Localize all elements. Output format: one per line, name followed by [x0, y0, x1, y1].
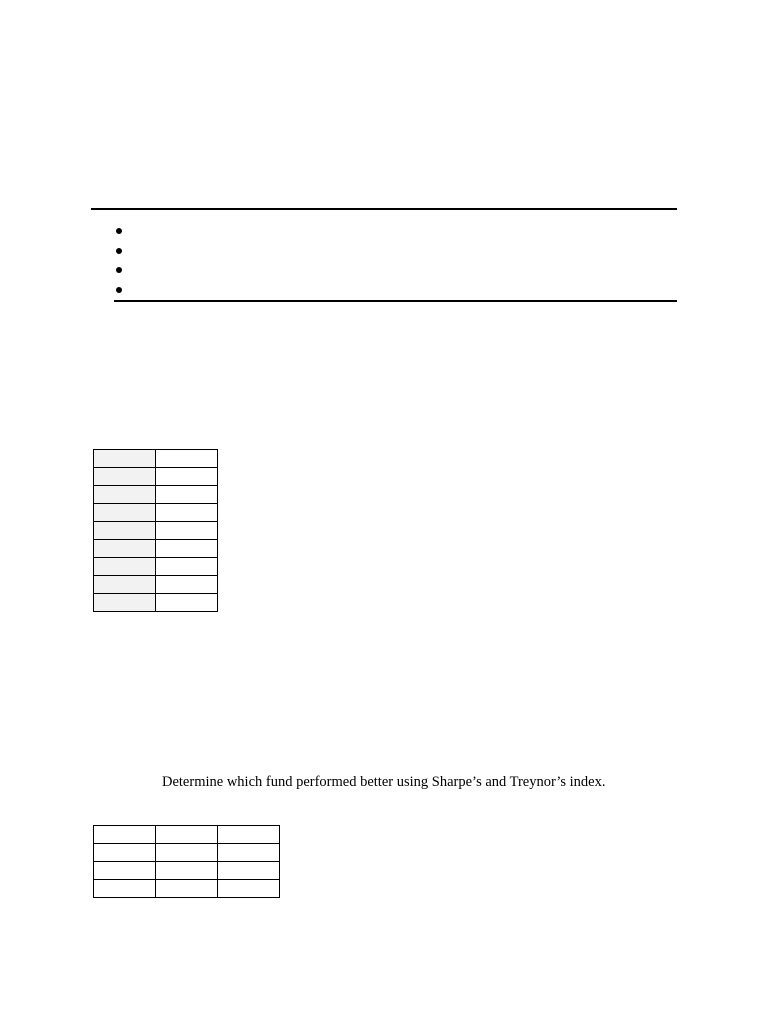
table-cell [94, 504, 156, 522]
bullet-icon [116, 287, 122, 293]
table-row [94, 504, 218, 522]
bullet-icon [116, 267, 122, 273]
table-row [94, 558, 218, 576]
table-cell [218, 826, 280, 844]
table-cell [94, 486, 156, 504]
table-row [94, 844, 280, 862]
table-cell [94, 522, 156, 540]
table-row [94, 826, 280, 844]
table-cell [156, 522, 218, 540]
table-row [94, 486, 218, 504]
table-row [94, 450, 218, 468]
table-cell [156, 844, 218, 862]
table-cell [156, 558, 218, 576]
table-cell [94, 880, 156, 898]
bottom-horizontal-rule [114, 300, 677, 302]
top-horizontal-rule [91, 208, 677, 210]
table-cell [156, 450, 218, 468]
table-cell [94, 540, 156, 558]
table-row [94, 540, 218, 558]
table-cell [94, 844, 156, 862]
table-cell [156, 540, 218, 558]
table-cell [156, 486, 218, 504]
table-cell [218, 862, 280, 880]
table-cell [156, 862, 218, 880]
table-cell [156, 594, 218, 612]
bullet-icon [116, 248, 122, 254]
table-cell [94, 576, 156, 594]
bullet-icon [116, 228, 122, 234]
table-cell [94, 594, 156, 612]
table-cell [156, 576, 218, 594]
table-row [94, 468, 218, 486]
table-cell [156, 504, 218, 522]
table-cell [94, 862, 156, 880]
table-cell [94, 826, 156, 844]
data-table-one [93, 449, 218, 612]
table-row [94, 862, 280, 880]
table-cell [156, 880, 218, 898]
table-cell [218, 880, 280, 898]
table-cell [94, 468, 156, 486]
table-row [94, 576, 218, 594]
table-cell [156, 826, 218, 844]
table-cell [156, 468, 218, 486]
table-cell [94, 450, 156, 468]
table-row [94, 880, 280, 898]
table-cell [94, 558, 156, 576]
table-cell [218, 844, 280, 862]
data-table-two [93, 825, 280, 898]
table-row [94, 522, 218, 540]
instruction-text: Determine which fund performed better using Sharpe’s and Treynor’s index. [162, 774, 606, 790]
table-row [94, 594, 218, 612]
